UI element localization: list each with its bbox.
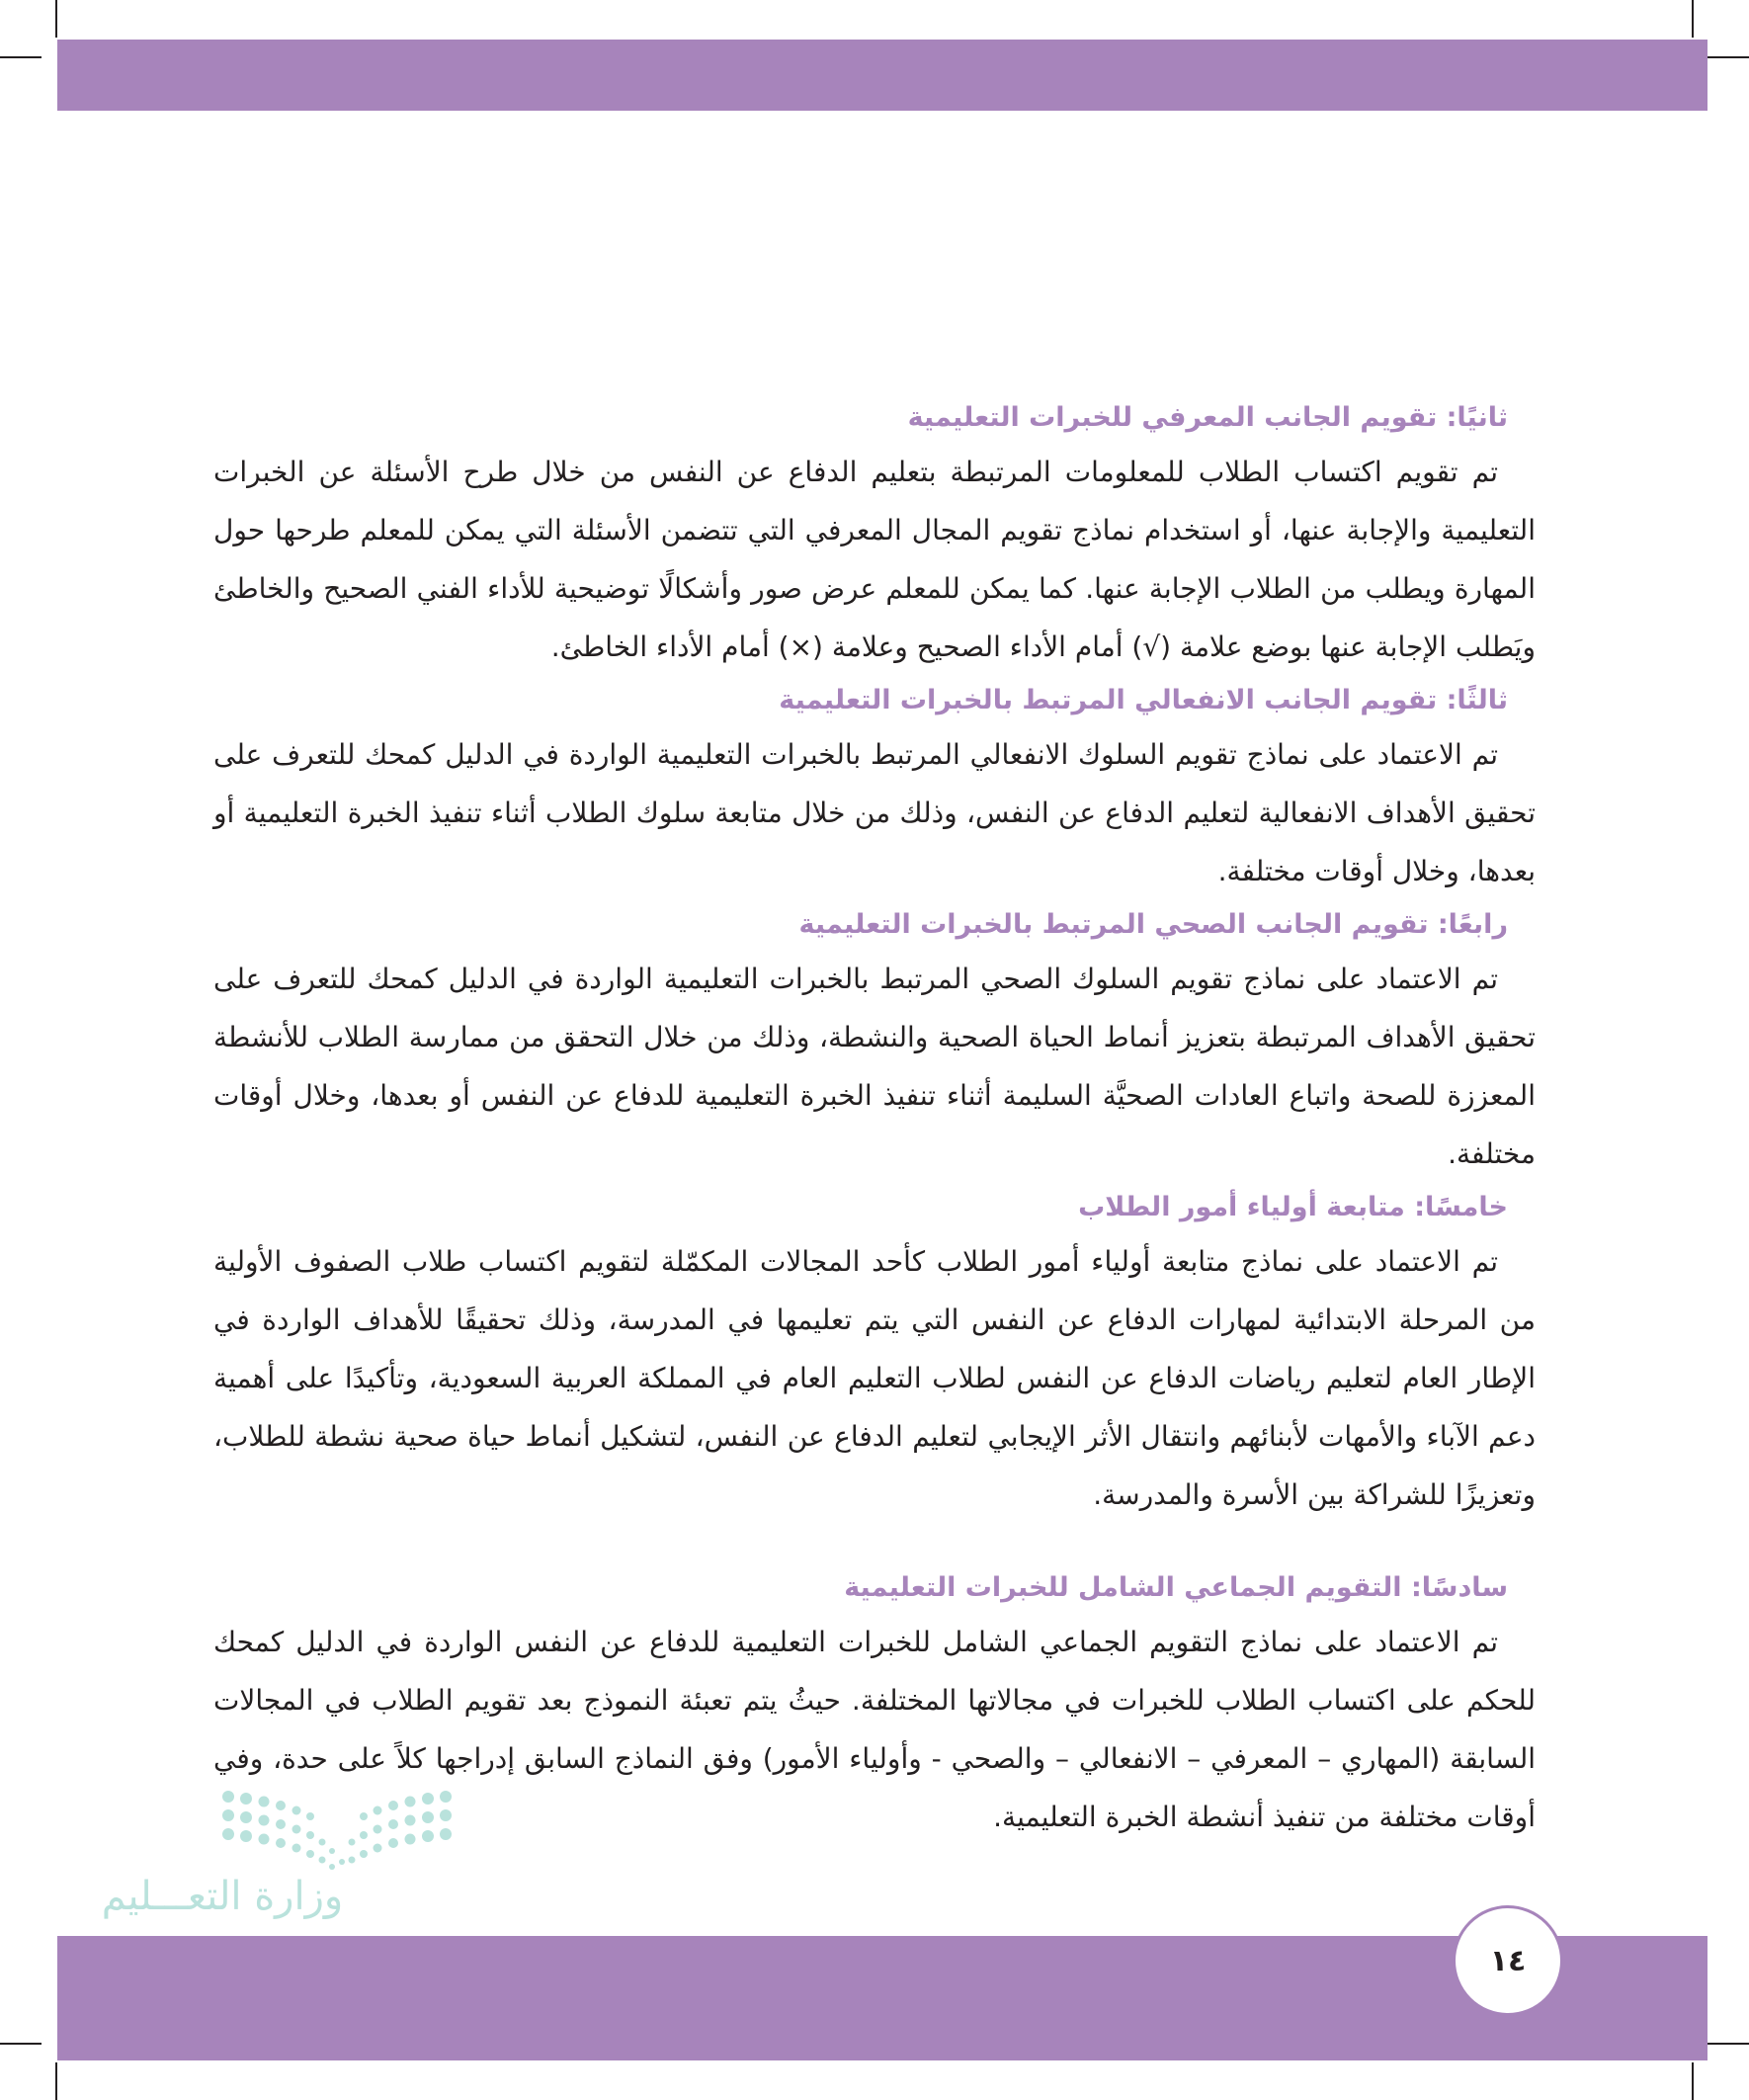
- crop-mark: [1692, 0, 1694, 38]
- section-paragraph: تم الاعتماد على نماذج التقويم الجماعي الشامل للخبرات التعليمية للدفاع عن النفس الواردة في الدليل كمحك للحكم على اكتساب الطلاب للخبرات في مجالاتها المختلفة. حيثُ يتم تعبئة النموذج بعد تقويم الطلاب في المجالات السابقة (المهاري – المعرفي – الانفعالي – والصحي - وأولياء الأمور) وفق النماذج السابق إدراجها كلاً على حدة، وفي أوقات مختلفة من تنفيذ أنشطة الخبرة التعليمية.: [213, 1626, 1536, 1833]
- crop-mark: [1707, 56, 1749, 58]
- page-content: [213, 393, 1536, 1846]
- section-paragraph: تم الاعتماد على نماذج تقويم السلوك الصحي المرتبط بالخبرات التعليمية الواردة في الدليل كمحك للتعرف على تحقيق الأهداف المرتبطة بتعزيز أنماط الحياة الصحية والنشطة، وذلك من خلال التحقق من ممارسة الطلاب للأنشطة المعززة للصحة واتباع العادات الصحيَّة السليمة أثناء تنفيذ الخبرة التعليمية للدفاع عن النفس أو بعدها، وخلال أوقات مختلفة.: [213, 963, 1536, 1170]
- header-band: [57, 40, 1707, 111]
- crop-mark: [1707, 2043, 1749, 2045]
- section-cognitive: [213, 393, 1536, 676]
- section-heading: رابعًا: تقويم الجانب الصحي المرتبط بالخبرات التعليمية: [798, 909, 1508, 940]
- section-heading: ثالثًا: تقويم الجانب الانفعالي المرتبط بالخبرات التعليمية: [779, 685, 1508, 715]
- section-affective: [213, 676, 1536, 900]
- ministry-logo-text: وزارة التعـــليم: [101, 1874, 344, 1919]
- section-health: [213, 900, 1536, 1183]
- section-paragraph: تم الاعتماد على نماذج تقويم السلوك الانفعالي المرتبط بالخبرات التعليمية الواردة في الدليل كمحك للتعرف على تحقيق الأهداف الانفعالية لتعليم الدفاع عن النفس، وذلك من خلال متابعة سلوك الطلاب أثناء تنفيذ الخبرة التعليمية أو بعدها، وخلال أوقات مختلفة.: [213, 738, 1536, 887]
- page-number: ١٤: [1453, 1905, 1563, 2016]
- section-spacer: [213, 1524, 1536, 1563]
- section-heading: خامسًا: متابعة أولياء أمور الطلاب: [1078, 1192, 1508, 1222]
- section-heading: سادسًا: التقويم الجماعي الشامل للخبرات التعليمية: [844, 1572, 1508, 1603]
- crop-mark: [0, 56, 42, 58]
- section-paragraph: تم الاعتماد على نماذج متابعة أولياء أمور الطلاب كأحد المجالات المكمّلة لتقويم اكتساب طلاب الصفوف الأولية من المرحلة الابتدائية لمهارات الدفاع عن النفس التي يتم تعليمها في المدرسة، وذلك تحقيقًا للأهداف الواردة في الإطار العام لتعليم رياضات الدفاع عن النفس لطلاب التعليم العام في المملكة العربية السعودية، وتأكيدًا على أهمية دعم الآباء والأمهات لأبنائهم وانتقال الأثر الإيجابي لتعليم الدفاع عن النفس، لتشكيل أنماط حياة صحية نشطة للطلاب، وتعزيزًا للشراكة بين الأسرة والمدرسة.: [213, 1245, 1536, 1511]
- section-parents: [213, 1183, 1536, 1524]
- crop-mark: [55, 0, 57, 38]
- section-paragraph: تم تقويم اكتساب الطلاب للمعلومات المرتبطة بتعليم الدفاع عن النفس من خلال طرح الأسئلة عن الخبرات التعليمية والإجابة عنها، أو استخدام نماذج تقويم المجال المعرفي التي تتضمن الأسئلة التي يمكن للمعلم طرحها حول المهارة ويطلب من الطلاب الإجابة عنها. كما يمكن للمعلم عرض صور وأشكالًا توضيحية للأداء الفني الصحيح والخاطئ ويَطلب الإجابة عنها بوضع علامة (√) أمام الأداء الصحيح وعلامة (×) أمام الأداء الخاطئ.: [213, 456, 1536, 663]
- crop-mark: [0, 2043, 42, 2045]
- section-heading: ثانيًا: تقويم الجانب المعرفي للخبرات التعليمية: [907, 402, 1508, 433]
- crop-mark: [1692, 2062, 1694, 2100]
- crop-mark: [55, 2062, 57, 2100]
